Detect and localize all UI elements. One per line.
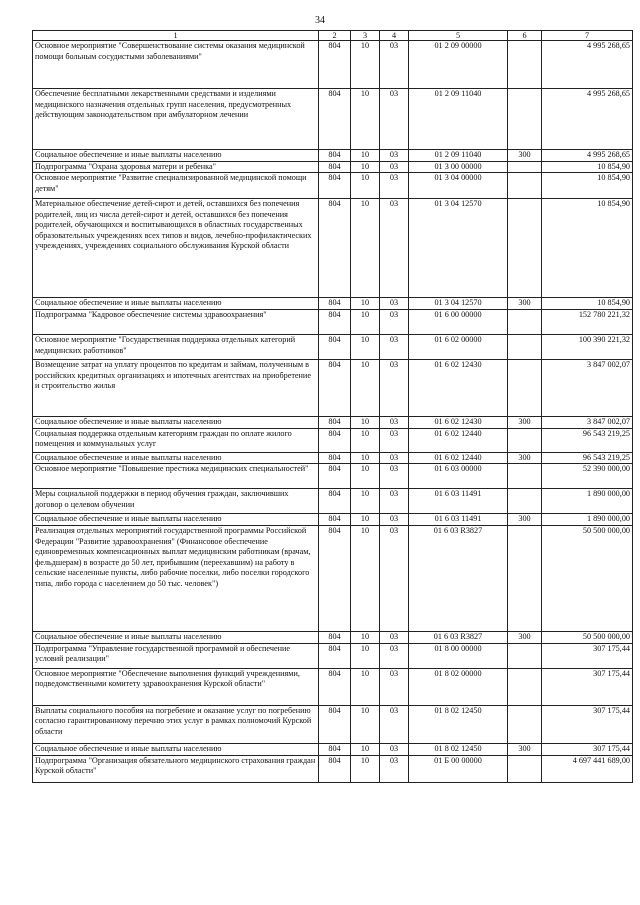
row-section-code: 10 bbox=[351, 199, 380, 298]
row-name: Социальное обеспечение и иные выплаты населению bbox=[33, 298, 319, 310]
row-section-code: 10 bbox=[351, 514, 380, 526]
row-name: Основное мероприятие "Государственная поддержка отдельных категорий медицинских работников" bbox=[33, 335, 319, 360]
row-name: Социальная поддержка отдельным категориям граждан по оплате жилого помещения и коммунальных услуг bbox=[33, 428, 319, 452]
table-row bbox=[33, 743, 633, 755]
row-section-code: 10 bbox=[351, 335, 380, 360]
row-ministry-code: 804 bbox=[319, 489, 351, 514]
row-section-code: 10 bbox=[351, 417, 380, 429]
row-target-code: 01 6 02 00000 bbox=[409, 335, 508, 360]
table-row bbox=[33, 755, 633, 782]
row-ministry-code: 804 bbox=[319, 668, 351, 705]
row-subsection-code: 03 bbox=[380, 743, 409, 755]
column-header: 4 bbox=[380, 31, 409, 41]
row-expense-type-code bbox=[508, 173, 542, 199]
row-expense-type-code bbox=[508, 310, 542, 335]
row-subsection-code: 03 bbox=[380, 417, 409, 429]
row-amount: 96 543 219,25 bbox=[542, 428, 633, 452]
row-name: Социальное обеспечение и иные выплаты населению bbox=[33, 150, 319, 162]
row-expense-type-code: 300 bbox=[508, 632, 542, 644]
row-target-code: 01 6 02 12430 bbox=[409, 417, 508, 429]
row-amount: 10 854,90 bbox=[542, 298, 633, 310]
table-row bbox=[33, 360, 633, 417]
row-expense-type-code bbox=[508, 489, 542, 514]
row-section-code: 10 bbox=[351, 452, 380, 464]
row-subsection-code: 03 bbox=[380, 514, 409, 526]
row-name: Возмещение затрат на уплату процентов по кредитам и займам, полученным в российских кредитных организациях и ипотечных агентствах на приобретение и строительство жилья bbox=[33, 360, 319, 417]
row-subsection-code: 03 bbox=[380, 89, 409, 150]
row-amount: 307 175,44 bbox=[542, 643, 633, 668]
row-amount: 1 890 000,00 bbox=[542, 489, 633, 514]
row-amount: 307 175,44 bbox=[542, 668, 633, 705]
row-expense-type-code bbox=[508, 755, 542, 782]
row-target-code: 01 2 09 00000 bbox=[409, 41, 508, 89]
row-amount: 307 175,44 bbox=[542, 743, 633, 755]
row-subsection-code: 03 bbox=[380, 298, 409, 310]
row-expense-type-code bbox=[508, 526, 542, 632]
row-amount: 10 854,90 bbox=[542, 161, 633, 173]
row-amount: 1 890 000,00 bbox=[542, 514, 633, 526]
row-name: Социальное обеспечение и иные выплаты населению bbox=[33, 514, 319, 526]
row-expense-type-code bbox=[508, 360, 542, 417]
row-amount: 100 390 221,32 bbox=[542, 335, 633, 360]
row-target-code: 01 6 00 00000 bbox=[409, 310, 508, 335]
row-expense-type-code bbox=[508, 335, 542, 360]
row-name: Социальное обеспечение и иные выплаты населению bbox=[33, 417, 319, 429]
row-subsection-code: 03 bbox=[380, 705, 409, 743]
row-amount: 307 175,44 bbox=[542, 705, 633, 743]
row-target-code: 01 3 00 00000 bbox=[409, 161, 508, 173]
row-expense-type-code: 300 bbox=[508, 150, 542, 162]
row-name: Социальное обеспечение и иные выплаты населению bbox=[33, 743, 319, 755]
row-section-code: 10 bbox=[351, 755, 380, 782]
column-header: 1 bbox=[33, 31, 319, 41]
row-amount: 52 390 000,00 bbox=[542, 464, 633, 489]
row-amount: 4 995 268,65 bbox=[542, 89, 633, 150]
row-expense-type-code bbox=[508, 464, 542, 489]
row-subsection-code: 03 bbox=[380, 199, 409, 298]
row-section-code: 10 bbox=[351, 173, 380, 199]
row-section-code: 10 bbox=[351, 310, 380, 335]
row-section-code: 10 bbox=[351, 298, 380, 310]
row-target-code: 01 8 00 00000 bbox=[409, 643, 508, 668]
row-target-code: 01 2 09 11040 bbox=[409, 150, 508, 162]
row-name: Обеспечение бесплатными лекарственными средствами и изделиями медицинского назначения отдельных групп населения, предусмотренных действующим законодательством при амбулаторном лечении bbox=[33, 89, 319, 150]
row-expense-type-code bbox=[508, 705, 542, 743]
table-row bbox=[33, 310, 633, 335]
row-subsection-code: 03 bbox=[380, 428, 409, 452]
row-amount: 4 995 268,65 bbox=[542, 41, 633, 89]
row-ministry-code: 804 bbox=[319, 298, 351, 310]
row-amount: 50 500 000,00 bbox=[542, 526, 633, 632]
table-row bbox=[33, 428, 633, 452]
row-target-code: 01 3 04 12570 bbox=[409, 298, 508, 310]
row-ministry-code: 804 bbox=[319, 464, 351, 489]
row-amount: 50 500 000,00 bbox=[542, 632, 633, 644]
row-ministry-code: 804 bbox=[319, 360, 351, 417]
row-expense-type-code: 300 bbox=[508, 514, 542, 526]
page-number: 34 bbox=[315, 15, 325, 26]
row-name: Подпрограмма "Управление государственной программой и обеспечение условий реализации" bbox=[33, 643, 319, 668]
row-target-code: 01 Б 00 00000 bbox=[409, 755, 508, 782]
row-expense-type-code: 300 bbox=[508, 417, 542, 429]
table-row bbox=[33, 452, 633, 464]
row-target-code: 01 8 02 12450 bbox=[409, 705, 508, 743]
row-target-code: 01 6 03 R3827 bbox=[409, 632, 508, 644]
row-ministry-code: 804 bbox=[319, 417, 351, 429]
row-name: Основное мероприятие "Повышение престижа медицинских специальностей" bbox=[33, 464, 319, 489]
column-header: 6 bbox=[508, 31, 542, 41]
table-row bbox=[33, 632, 633, 644]
row-section-code: 10 bbox=[351, 526, 380, 632]
row-subsection-code: 03 bbox=[380, 41, 409, 89]
row-ministry-code: 804 bbox=[319, 526, 351, 632]
row-subsection-code: 03 bbox=[380, 173, 409, 199]
row-subsection-code: 03 bbox=[380, 150, 409, 162]
row-ministry-code: 804 bbox=[319, 41, 351, 89]
row-section-code: 10 bbox=[351, 428, 380, 452]
row-section-code: 10 bbox=[351, 632, 380, 644]
table-row bbox=[33, 161, 633, 173]
row-ministry-code: 804 bbox=[319, 705, 351, 743]
row-target-code: 01 3 04 12570 bbox=[409, 199, 508, 298]
row-subsection-code: 03 bbox=[380, 632, 409, 644]
row-subsection-code: 03 bbox=[380, 310, 409, 335]
row-ministry-code: 804 bbox=[319, 150, 351, 162]
row-name: Материальное обеспечение детей-сирот и детей, оставшихся без попечения родителей, лиц из числа детей-сирот и детей, оставшихся без попечения родителей, обучающихся и воспитывающихся в областных государственных образовательных учреждениях всех типов и видов, лечебно-профилактических учреждениях, учреждениях социального обслуживания Курской области bbox=[33, 199, 319, 298]
column-header: 7 bbox=[542, 31, 633, 41]
row-expense-type-code bbox=[508, 199, 542, 298]
row-name: Социальное обеспечение и иные выплаты населению bbox=[33, 452, 319, 464]
row-subsection-code: 03 bbox=[380, 161, 409, 173]
row-ministry-code: 804 bbox=[319, 173, 351, 199]
table-row bbox=[33, 643, 633, 668]
row-expense-type-code bbox=[508, 89, 542, 150]
row-subsection-code: 03 bbox=[380, 668, 409, 705]
row-expense-type-code bbox=[508, 41, 542, 89]
row-expense-type-code: 300 bbox=[508, 743, 542, 755]
row-target-code: 01 8 02 00000 bbox=[409, 668, 508, 705]
table-row bbox=[33, 526, 633, 632]
row-target-code: 01 3 04 00000 bbox=[409, 173, 508, 199]
row-ministry-code: 804 bbox=[319, 199, 351, 298]
table-row bbox=[33, 464, 633, 489]
row-subsection-code: 03 bbox=[380, 464, 409, 489]
row-ministry-code: 804 bbox=[319, 755, 351, 782]
row-target-code: 01 6 02 12440 bbox=[409, 452, 508, 464]
row-target-code: 01 8 02 12450 bbox=[409, 743, 508, 755]
row-section-code: 10 bbox=[351, 668, 380, 705]
row-section-code: 10 bbox=[351, 743, 380, 755]
row-target-code: 01 6 03 R3827 bbox=[409, 526, 508, 632]
table-row bbox=[33, 298, 633, 310]
row-target-code: 01 6 03 11491 bbox=[409, 514, 508, 526]
row-ministry-code: 804 bbox=[319, 743, 351, 755]
row-expense-type-code bbox=[508, 668, 542, 705]
row-amount: 3 847 002,07 bbox=[542, 360, 633, 417]
row-section-code: 10 bbox=[351, 360, 380, 417]
row-expense-type-code bbox=[508, 428, 542, 452]
row-subsection-code: 03 bbox=[380, 452, 409, 464]
row-amount: 10 854,90 bbox=[542, 173, 633, 199]
row-section-code: 10 bbox=[351, 150, 380, 162]
table-row bbox=[33, 417, 633, 429]
header-row bbox=[33, 31, 633, 41]
table-row bbox=[33, 514, 633, 526]
row-name: Подпрограмма "Охрана здоровья матери и ребенка" bbox=[33, 161, 319, 173]
row-name: Реализация отдельных мероприятий государственной программы Российской Федерации "Развитие здравоохранения" (Финансовое обеспечение единовременных компенсационных выплат медицинским работникам (врачам, фельдшерам) в возрасте до 50 лет, прибывшим (переехавшим) на работу в сельские населенные пункты, либо рабочие поселки, либо поселки городского типа, либо города с населением до 50 тыс. человек") bbox=[33, 526, 319, 632]
row-subsection-code: 03 bbox=[380, 360, 409, 417]
row-expense-type-code: 300 bbox=[508, 452, 542, 464]
table-row bbox=[33, 150, 633, 162]
row-ministry-code: 804 bbox=[319, 643, 351, 668]
row-target-code: 01 6 02 12440 bbox=[409, 428, 508, 452]
row-section-code: 10 bbox=[351, 89, 380, 150]
row-section-code: 10 bbox=[351, 643, 380, 668]
row-name: Подпрограмма "Организация обязательного медицинского страхования граждан Курской области" bbox=[33, 755, 319, 782]
row-section-code: 10 bbox=[351, 489, 380, 514]
row-target-code: 01 6 02 12430 bbox=[409, 360, 508, 417]
row-expense-type-code bbox=[508, 161, 542, 173]
row-subsection-code: 03 bbox=[380, 526, 409, 632]
row-subsection-code: 03 bbox=[380, 335, 409, 360]
row-ministry-code: 804 bbox=[319, 310, 351, 335]
row-amount: 152 780 221,32 bbox=[542, 310, 633, 335]
row-ministry-code: 804 bbox=[319, 335, 351, 360]
row-ministry-code: 804 bbox=[319, 428, 351, 452]
row-name: Подпрограмма "Кадровое обеспечение системы здравоохранения" bbox=[33, 310, 319, 335]
row-name: Выплаты социального пособия на погребение и оказание услуг по погребению согласно гарантированному перечню этих услуг в рамках полномочий Курской области bbox=[33, 705, 319, 743]
table-row bbox=[33, 173, 633, 199]
table-row bbox=[33, 41, 633, 89]
row-section-code: 10 bbox=[351, 464, 380, 489]
row-subsection-code: 03 bbox=[380, 489, 409, 514]
row-section-code: 10 bbox=[351, 41, 380, 89]
row-ministry-code: 804 bbox=[319, 161, 351, 173]
row-ministry-code: 804 bbox=[319, 514, 351, 526]
row-ministry-code: 804 bbox=[319, 89, 351, 150]
row-name: Основное мероприятие "Развитие специализированной медицинской помощи детям" bbox=[33, 173, 319, 199]
row-target-code: 01 2 09 11040 bbox=[409, 89, 508, 150]
row-section-code: 10 bbox=[351, 705, 380, 743]
row-expense-type-code: 300 bbox=[508, 298, 542, 310]
row-name: Основное мероприятие "Обеспечение выполнения функций учреждениями, подведомственными комитету здравоохранения Курской области" bbox=[33, 668, 319, 705]
row-expense-type-code bbox=[508, 643, 542, 668]
column-header: 5 bbox=[409, 31, 508, 41]
row-amount: 4 995 268,65 bbox=[542, 150, 633, 162]
row-amount: 3 847 002,07 bbox=[542, 417, 633, 429]
table-row bbox=[33, 668, 633, 705]
table-row bbox=[33, 89, 633, 150]
row-amount: 96 543 219,25 bbox=[542, 452, 633, 464]
row-name: Меры социальной поддержки в период обучения граждан, заключивших договор о целевом обучении bbox=[33, 489, 319, 514]
table-row bbox=[33, 199, 633, 298]
row-subsection-code: 03 bbox=[380, 755, 409, 782]
table-row bbox=[33, 335, 633, 360]
row-target-code: 01 6 03 11491 bbox=[409, 489, 508, 514]
row-name: Основное мероприятие "Совершенствование системы оказания медицинской помощи больным сосудистыми заболеваниями" bbox=[33, 41, 319, 89]
table-row bbox=[33, 489, 633, 514]
column-header: 3 bbox=[351, 31, 380, 41]
row-section-code: 10 bbox=[351, 161, 380, 173]
row-name: Социальное обеспечение и иные выплаты населению bbox=[33, 632, 319, 644]
row-ministry-code: 804 bbox=[319, 452, 351, 464]
row-target-code: 01 6 03 00000 bbox=[409, 464, 508, 489]
table-row bbox=[33, 705, 633, 743]
row-ministry-code: 804 bbox=[319, 632, 351, 644]
row-subsection-code: 03 bbox=[380, 643, 409, 668]
budget-table bbox=[32, 30, 633, 783]
row-amount: 4 697 441 689,00 bbox=[542, 755, 633, 782]
column-header: 2 bbox=[319, 31, 351, 41]
row-amount: 10 854,90 bbox=[542, 199, 633, 298]
